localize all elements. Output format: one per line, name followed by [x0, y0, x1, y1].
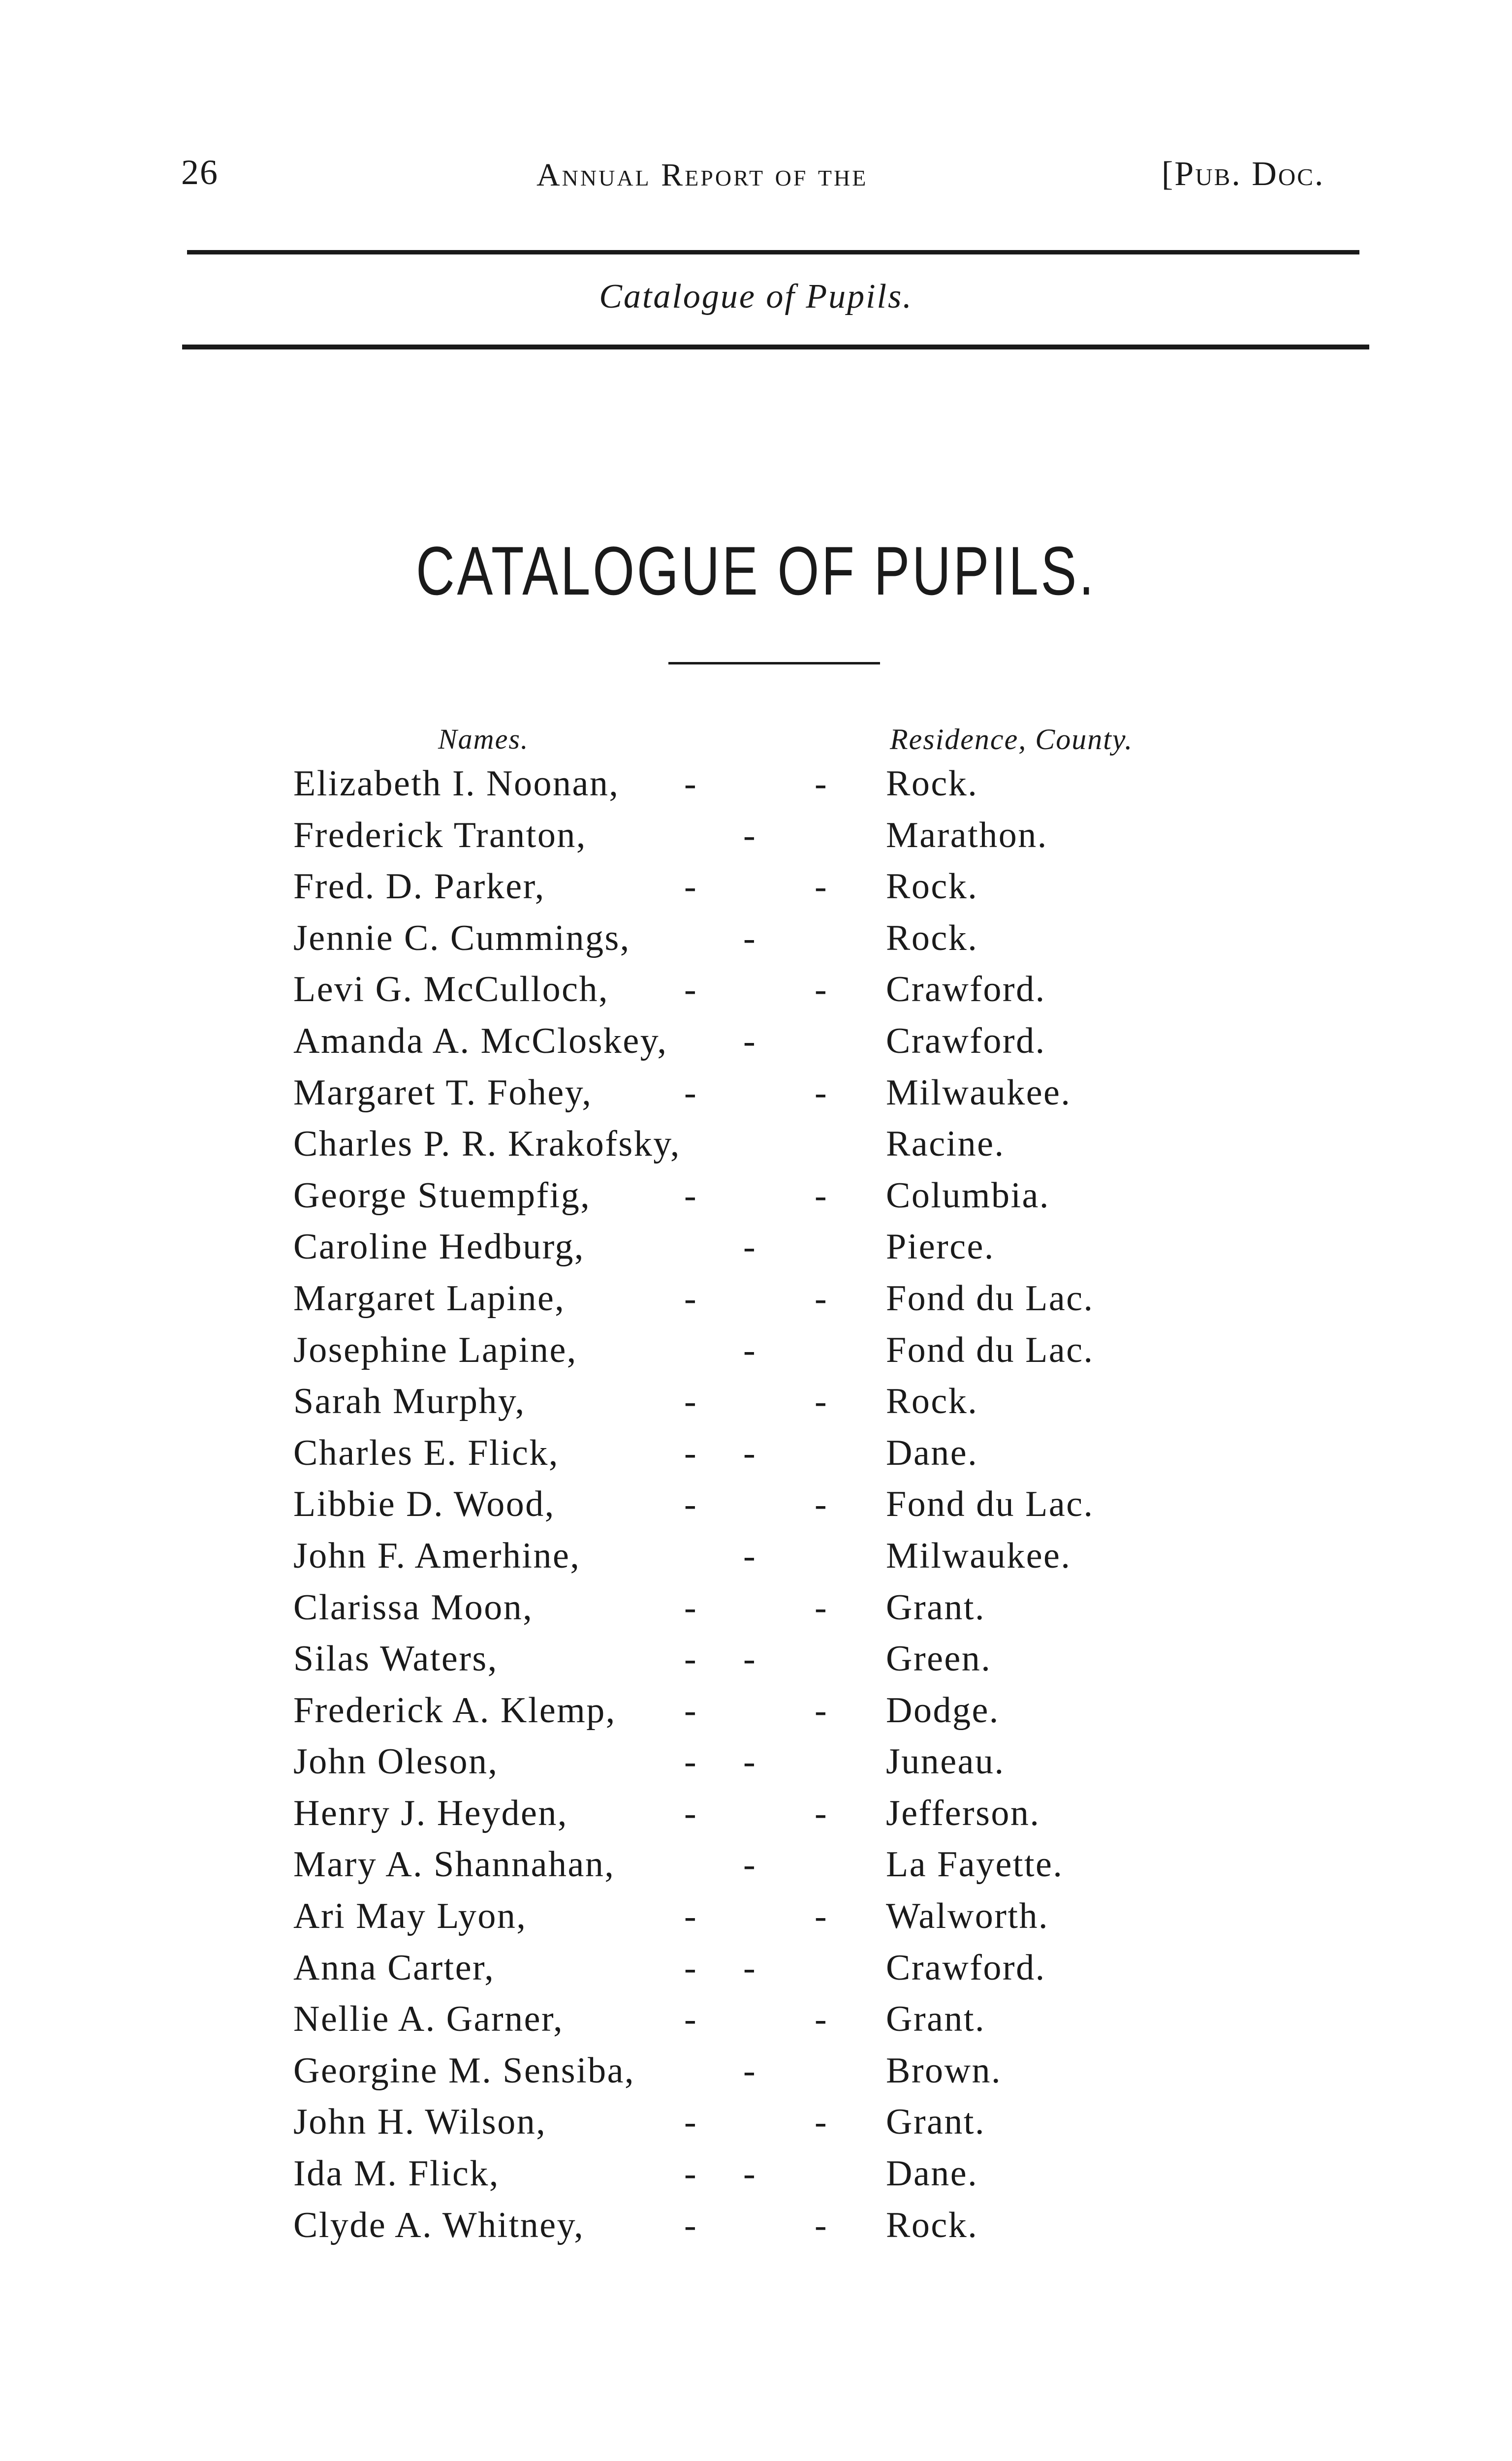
- pupil-county: Crawford.: [886, 1020, 1046, 1061]
- leader-dash: -: [743, 2050, 757, 2091]
- pupil-county: Juneau.: [886, 1741, 1005, 1782]
- header-rule-bottom: [182, 345, 1369, 349]
- pupil-name: George Stuempfig,: [293, 1175, 591, 1216]
- list-item: [0, 1067, 1512, 1119]
- list-item: [0, 1942, 1512, 1994]
- pupil-county: Rock.: [886, 1381, 978, 1422]
- pupil-name: Charles E. Flick,: [293, 1432, 559, 1473]
- page-number: 26: [181, 153, 219, 192]
- leader-dash: -: [815, 1896, 828, 1937]
- list-item: [0, 1170, 1512, 1222]
- publication-label: [Pub. Doc.: [1162, 155, 1325, 193]
- pupil-name: Levi G. McCulloch,: [293, 969, 609, 1010]
- leader-dash: -: [815, 1175, 828, 1216]
- pupil-county: Rock.: [886, 763, 978, 804]
- list-item: [0, 1839, 1512, 1891]
- leader-dash: -: [684, 1690, 698, 1731]
- leader-dash: -: [684, 1896, 698, 1937]
- leader-dash: -: [684, 1793, 698, 1833]
- leader-dash: -: [684, 1484, 698, 1525]
- leader-dash: -: [684, 763, 698, 804]
- leader-dash: -: [743, 1432, 757, 1473]
- pupil-name: Sarah Murphy,: [293, 1381, 526, 1422]
- pupil-name: Ari May Lyon,: [293, 1896, 527, 1937]
- leader-dash: -: [684, 1587, 698, 1628]
- leader-dash: -: [684, 1639, 698, 1679]
- leader-dash: -: [815, 1793, 828, 1833]
- pupil-county: Racine.: [886, 1124, 1005, 1165]
- pupil-county: Grant.: [886, 1587, 985, 1628]
- pupil-county: La Fayette.: [886, 1844, 1064, 1885]
- leader-dash: -: [743, 1227, 757, 1267]
- pupil-county: Brown.: [886, 2050, 1002, 2091]
- pupil-name: Elizabeth I. Noonan,: [293, 763, 620, 804]
- pupil-county: Dane.: [886, 2153, 978, 2194]
- pupil-county: Dane.: [886, 1432, 978, 1473]
- leader-dash: -: [684, 1999, 698, 2040]
- pupil-name: Nellie A. Garner,: [293, 1999, 564, 2040]
- leader-dash: -: [684, 1947, 698, 1988]
- leader-dash: -: [743, 1535, 757, 1576]
- pupil-name: John H. Wilson,: [293, 2102, 547, 2143]
- pupil-name: Silas Waters,: [293, 1639, 498, 1679]
- pupil-county: Green.: [886, 1639, 992, 1679]
- running-head-title: Annual Report of the: [536, 157, 868, 193]
- leader-dash: -: [815, 969, 828, 1010]
- list-item: [0, 1685, 1512, 1736]
- pupil-name: Frederick Tranton,: [293, 815, 587, 855]
- leader-dash: -: [815, 763, 828, 804]
- pupil-county: Fond du Lac.: [886, 1278, 1094, 1319]
- list-item: [0, 913, 1512, 964]
- pupil-county: Rock.: [886, 917, 978, 958]
- pupil-name: Ida M. Flick,: [293, 2153, 500, 2194]
- pupil-name: Henry J. Heyden,: [293, 1793, 568, 1833]
- list-item: [0, 1273, 1512, 1325]
- pupil-county: Marathon.: [886, 815, 1048, 855]
- pupil-name: Mary A. Shannahan,: [293, 1844, 615, 1885]
- leader-dash: -: [684, 2102, 698, 2143]
- pupil-county: Walworth.: [886, 1896, 1049, 1937]
- pupil-county: Milwaukee.: [886, 1072, 1071, 1113]
- list-item: [0, 964, 1512, 1015]
- list-item: [0, 1530, 1512, 1582]
- leader-dash: -: [743, 1947, 757, 1988]
- leader-dash: -: [815, 1278, 828, 1319]
- leader-dash: -: [815, 1072, 828, 1113]
- leader-dash: -: [815, 2102, 828, 2143]
- list-item: [0, 1633, 1512, 1685]
- leader-dash: -: [684, 1072, 698, 1113]
- leader-dash: -: [815, 1587, 828, 1628]
- leader-dash: -: [743, 815, 757, 855]
- leader-dash: -: [684, 1175, 698, 1216]
- pupil-name: Amanda A. McCloskey,: [293, 1020, 668, 1061]
- list-item: [0, 1993, 1512, 2045]
- pupil-name: Georgine M. Sensiba,: [293, 2050, 635, 2091]
- pupil-name: Josephine Lapine,: [293, 1329, 577, 1370]
- leader-dash: -: [743, 1020, 757, 1061]
- page-title: CATALOGUE OF PUPILS.: [415, 532, 1097, 609]
- pupil-name: Caroline Hedburg,: [293, 1227, 585, 1267]
- leader-dash: -: [743, 2153, 757, 2194]
- pupil-name: Clarissa Moon,: [293, 1587, 534, 1628]
- list-item: [0, 758, 1512, 810]
- leader-dash: -: [743, 1329, 757, 1370]
- list-item: [0, 810, 1512, 861]
- leader-dash: -: [684, 1381, 698, 1422]
- list-item: [0, 2200, 1512, 2251]
- leader-dash: -: [743, 1741, 757, 1782]
- list-item: [0, 2148, 1512, 2200]
- list-item: [0, 1891, 1512, 1942]
- pupil-county: Jefferson.: [886, 1793, 1040, 1833]
- list-item: [0, 1118, 1512, 1170]
- pupil-name: John Oleson,: [293, 1741, 499, 1782]
- leader-dash: -: [743, 1639, 757, 1679]
- header-rule-top: [187, 250, 1359, 254]
- pupil-county: Pierce.: [886, 1227, 995, 1267]
- leader-dash: -: [743, 917, 757, 958]
- pupil-name: Margaret Lapine,: [293, 1278, 566, 1319]
- list-item: [0, 2096, 1512, 2148]
- list-item: [0, 1582, 1512, 1634]
- leader-dash: -: [684, 1432, 698, 1473]
- leader-dash: -: [684, 2205, 698, 2245]
- pupil-name: Anna Carter,: [293, 1947, 495, 1988]
- list-item: [0, 1221, 1512, 1273]
- list-item: [0, 1479, 1512, 1530]
- list-item: [0, 2045, 1512, 2097]
- title-underline: [668, 662, 880, 664]
- list-item: [0, 1427, 1512, 1479]
- leader-dash: -: [815, 1381, 828, 1422]
- column-header-names: Names.: [438, 723, 529, 755]
- list-item: [0, 861, 1512, 913]
- pupil-county: Milwaukee.: [886, 1535, 1071, 1576]
- leader-dash: -: [815, 1690, 828, 1731]
- pupil-county: Grant.: [886, 1999, 985, 2040]
- pupil-name: John F. Amerhine,: [293, 1535, 581, 1576]
- pupil-county: Crawford.: [886, 969, 1046, 1010]
- section-header: Catalogue of Pupils.: [599, 278, 913, 316]
- pupil-county: Grant.: [886, 2102, 985, 2143]
- pupil-county: Crawford.: [886, 1947, 1046, 1988]
- running-head: [0, 148, 1512, 207]
- pupil-name: Jennie C. Cummings,: [293, 917, 630, 958]
- list-item: [0, 1015, 1512, 1067]
- pupil-name: Clyde A. Whitney,: [293, 2205, 585, 2245]
- leader-dash: -: [815, 2205, 828, 2245]
- pupil-county: Rock.: [886, 866, 978, 907]
- list-item: [0, 1376, 1512, 1427]
- column-header-residence: Residence, County.: [890, 723, 1134, 756]
- leader-dash: -: [684, 1278, 698, 1319]
- list-item: [0, 1325, 1512, 1376]
- pupil-name: Frederick A. Klemp,: [293, 1690, 616, 1731]
- pupil-county: Dodge.: [886, 1690, 1000, 1731]
- pupil-county: Columbia.: [886, 1175, 1050, 1216]
- leader-dash: -: [743, 1844, 757, 1885]
- list-item: [0, 1736, 1512, 1788]
- pupil-county: Rock.: [886, 2205, 978, 2245]
- list-item: [0, 1788, 1512, 1839]
- leader-dash: -: [815, 1484, 828, 1525]
- pupil-list: [0, 758, 1512, 2251]
- leader-dash: -: [684, 1741, 698, 1782]
- pupil-name: Charles P. R. Krakofsky,: [293, 1124, 681, 1165]
- leader-dash: -: [815, 866, 828, 907]
- pupil-name: Fred. D. Parker,: [293, 866, 545, 907]
- pupil-name: Libbie D. Wood,: [293, 1484, 555, 1525]
- leader-dash: -: [684, 866, 698, 907]
- pupil-county: Fond du Lac.: [886, 1329, 1094, 1370]
- pupil-county: Fond du Lac.: [886, 1484, 1094, 1525]
- leader-dash: -: [684, 2153, 698, 2194]
- leader-dash: -: [684, 969, 698, 1010]
- pupil-name: Margaret T. Fohey,: [293, 1072, 593, 1113]
- leader-dash: -: [815, 1999, 828, 2040]
